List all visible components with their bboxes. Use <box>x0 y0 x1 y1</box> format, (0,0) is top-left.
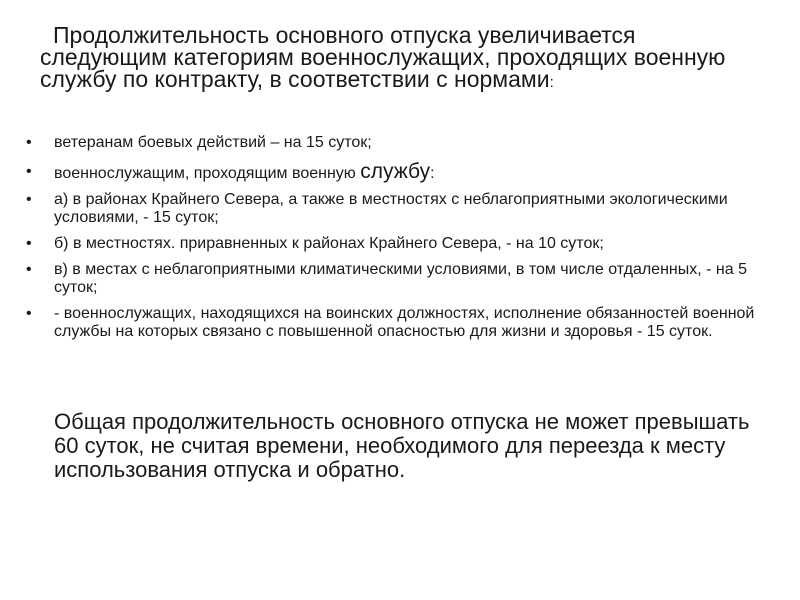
list-item <box>0 305 800 341</box>
list-item-tail: : <box>430 165 435 182</box>
list-item <box>0 160 800 183</box>
list-item <box>0 134 800 152</box>
list-item-emphasis: службу <box>360 160 431 183</box>
bullet-icon: • <box>26 163 32 180</box>
list-item-text: а) в районах Крайнего Севера, а также в местностях с неблагоприятными экологическими условиями, - 15 суток; <box>54 191 728 226</box>
list-item <box>0 261 800 297</box>
list-item-text: б) в местностях. приравненных к районах Крайнего Севера, - на 10 суток; <box>54 235 604 252</box>
summary-paragraph: Общая продолжительность основного отпуска не может превышать 60 суток, не считая времени, необходимого для переезда к месту использования отпуска и обратно. <box>54 409 750 482</box>
bullet-icon: • <box>26 134 32 151</box>
list-item <box>0 191 800 227</box>
intro-text: Продолжительность основного отпуска увеличивается следующим категориям военнослужащих, проходящих военную службу по контракту, в соответствии с нормами <box>40 22 726 92</box>
bullet-list <box>0 134 800 347</box>
list-item-text: в) в местах с неблагоприятными климатическими условиями, в том числе отдаленных, - на 5 суток; <box>54 261 747 296</box>
bullet-icon: • <box>26 261 32 278</box>
intro-colon: : <box>549 74 554 91</box>
list-item <box>0 235 800 253</box>
list-item-text: военнослужащим, проходящим военную <box>54 165 361 182</box>
bullet-icon: • <box>26 191 32 208</box>
list-item-text: ветеранам боевых действий – на 15 суток; <box>54 134 372 151</box>
bullet-icon: • <box>26 305 32 322</box>
intro-paragraph <box>40 24 760 94</box>
bullet-icon: • <box>26 235 32 252</box>
list-item-text: - военнослужащих, находящихся на воинских должностях, исполнение обязанностей военной службы на которых связано с повышенной опасностью для жизни и здоровья - 15 суток. <box>54 305 755 340</box>
